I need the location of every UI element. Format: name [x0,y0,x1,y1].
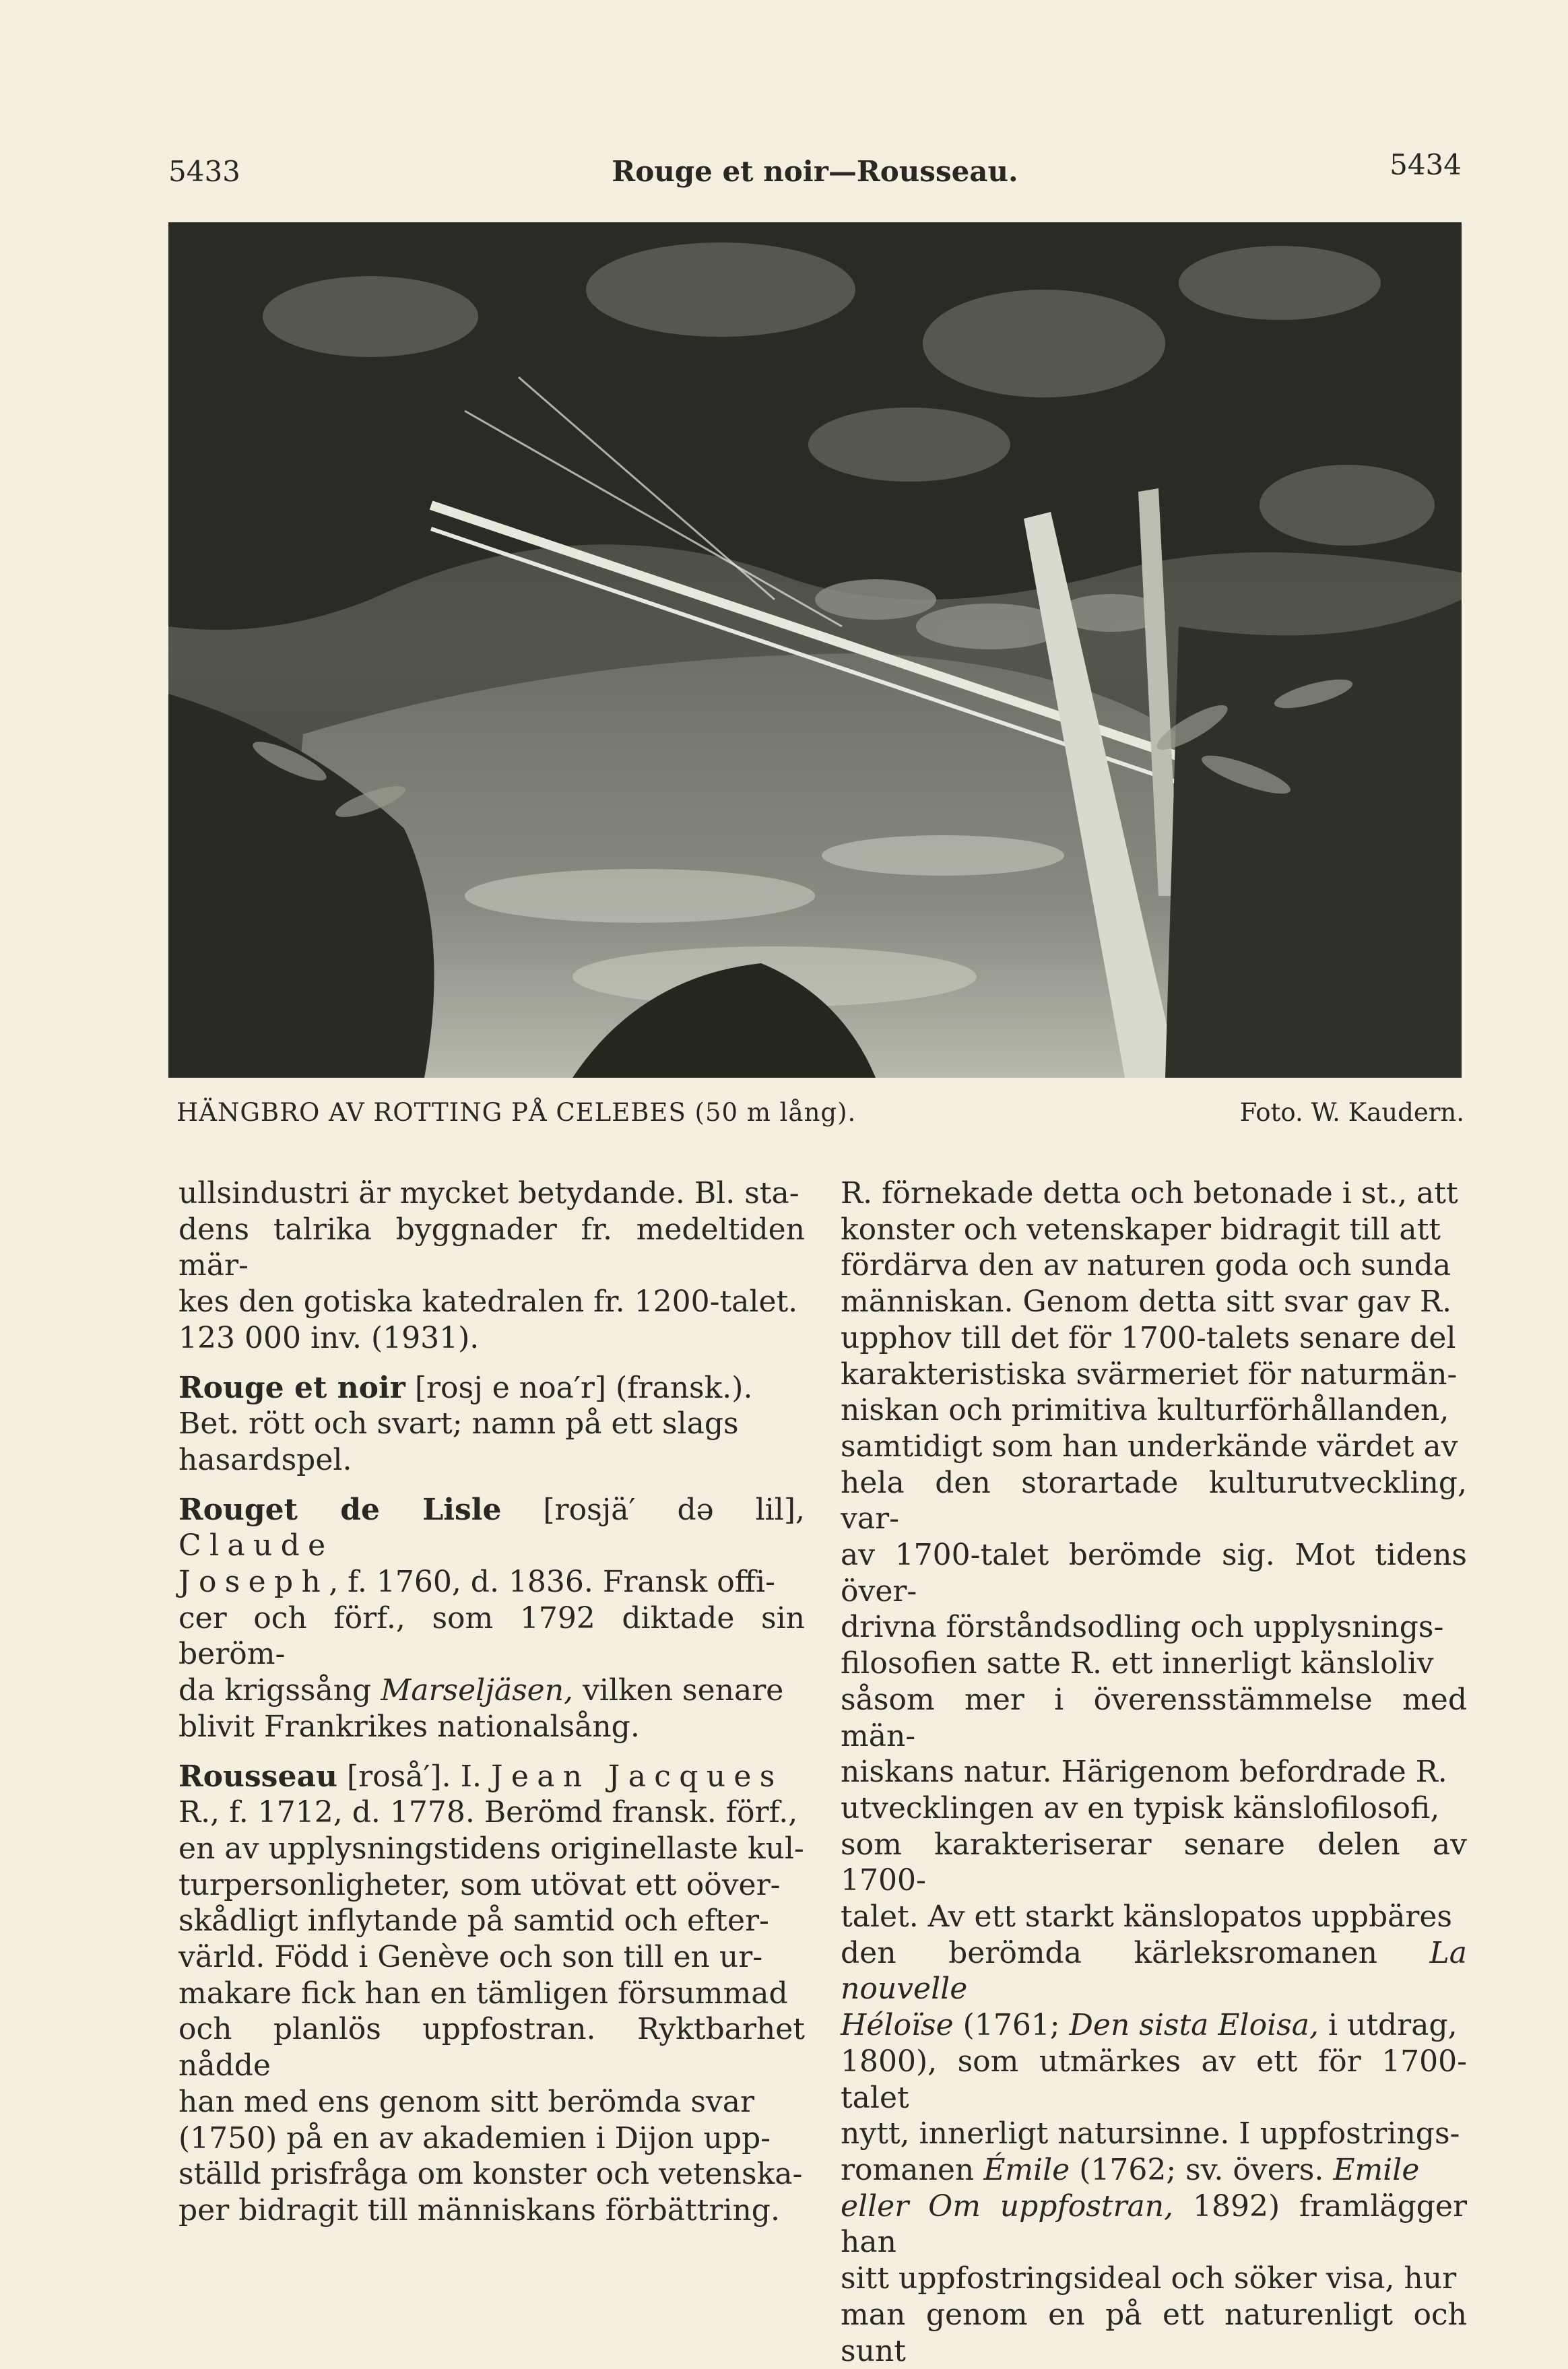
text-line: och planlös uppfostran. Ryktbarhet nådde [178,2012,805,2083]
text-line: Bet. rött och svart; namn på ett slags [178,1406,739,1441]
text-fragment: Claude [178,1528,334,1563]
text-line: turpersonligheter, som utövat ett oöver- [178,1867,781,1902]
photo-caption-row [176,1098,1464,1132]
text-line: hela den storartade kulturutveckling, var- [841,1465,1467,1536]
text-line: talet. Av ett starkt känslopatos uppbäres [841,1900,1452,1935]
text-line [178,1492,805,1564]
text-fragment: i utdrag, [1318,2008,1458,2043]
paragraph-continuation [178,1175,805,1357]
text-fragment: (1761; [953,2008,1070,2043]
text-fragment: da krigssång [178,1673,381,1708]
running-title: Rouge et noir—Rousseau. [612,155,1018,188]
text-line: konster och vetenskaper bidragit till att [841,1212,1441,1247]
text-line: såsom mer i överensstämmelse med män- [841,1682,1467,1753]
text-line: filosofien satte R. ett innerligt känsloliv [841,1646,1434,1681]
text-line [841,2188,1467,2261]
page-header [168,148,1462,195]
text-line: (1750) på en av akademien i Dijon upp- [178,2120,771,2155]
entry-rousseau [178,1759,805,2229]
text-line [841,1935,1467,2007]
text-line: upphov till det för 1700-talets senare del [841,1320,1456,1355]
photo-credit: Foto. W. Kaudern. [1239,1098,1464,1127]
text-fragment: Jean Jacques [490,1759,783,1794]
text-line: 1800), som utmärkes av ett för 1700-talet [841,2044,1467,2115]
left-column [178,1175,805,2229]
text-line: som karakteriserar senare delen av 1700- [841,1827,1467,1898]
entry-rouge-et-noir [178,1370,805,1479]
text-line: man genom en på ett naturenligt och sunt [841,2297,1467,2368]
text-fragment: vilken senare [573,1673,784,1708]
text-fragment: [roså′]. I. [337,1759,491,1794]
text-line [178,1673,805,1709]
text-line: R., f. 1712, d. 1778. Berömd fransk. förf., [178,1795,798,1830]
text-line: nytt, innerligt natursinne. I uppfostrings- [841,2116,1460,2151]
page-number-left: 5433 [168,155,240,188]
text-line: fördärva den av naturen goda och sunda [841,1248,1451,1283]
text-fragment: eller Om uppfostran, [841,2188,1174,2224]
text-line: dens talrika byggnader fr. medeltiden mär- [178,1212,805,1283]
text-line: R. förnekade detta och betonade i st., att [841,1176,1458,1210]
text-fragment: (1762; sv. övers. [1070,2152,1334,2187]
text-fragment: , f. 1760, d. 1836. Fransk offi- [329,1565,775,1600]
text-line [841,2152,1467,2188]
text-line: niskans natur. Härigenom befordrade R. [841,1755,1447,1790]
text-line: människan. Genom detta sitt svar gav R. [841,1285,1452,1320]
text-line: drivna förståndsodling och upplysnings- [841,1610,1444,1645]
text-line: skådligt inflytande på samtid och efter- [178,1904,769,1939]
photo-caption: HÄNGBRO AV ROTTING PÅ CELEBES (50 m lång). [176,1098,857,1127]
text-line: makare fick han en tämligen försummad [178,1976,788,2011]
text-fragment: 1892) framlägger han [841,2188,1467,2260]
text-line: samtidigt som han underkände värdet av [841,1429,1458,1464]
text-line [841,2007,1467,2044]
text-fragment: Émile [983,2152,1070,2187]
text-fragment: [rosjä′ də lil], [501,1492,805,1527]
text-fragment: Emile [1333,2152,1420,2187]
entry-headword: Rouge et noir [178,1370,405,1405]
rousseau-continuation [841,1175,1467,2369]
text-line: sitt uppfostringsideal och söker visa, hur [841,2261,1457,2296]
text-fragment: den berömda kärleksromanen [841,1935,1430,1970]
text-line: karakteristiska svärmeriet för naturmän- [841,1357,1458,1392]
text-line [178,1370,805,1406]
text-line: ullsindustri är mycket betydande. Bl. sta- [178,1176,799,1210]
right-column [841,1175,1467,2369]
suspension-bridge-photo [168,222,1462,1078]
text-line: blivit Frankrikes nationalsång. [178,1709,640,1744]
photo-illustration [168,222,1462,1078]
text-fragment: Joseph [178,1565,329,1600]
text-fragment: Den sista Eloisa, [1069,2008,1319,2043]
text-line: 123 000 inv. (1931). [178,1320,480,1355]
entry-headword: Rouget de Lisle [178,1492,502,1527]
text-line: värld. Född i Genève och son till en ur- [178,1940,763,1975]
page-number-right: 5434 [1390,148,1462,181]
entry-headword: Rousseau [178,1759,337,1794]
text-line: han med ens genom sitt berömda svar [178,2084,755,2119]
text-fragment: romanen [841,2152,984,2187]
entry-rouget-de-lisle [178,1492,805,1745]
text-line: per bidragit till människans förbättring. [178,2193,780,2228]
text-line: en av upplysningstidens originellaste kul- [178,1831,804,1866]
text-fragment: La nouvelle [841,1935,1467,2007]
text-line: cer och förf., som 1792 diktade sin beröm- [178,1600,805,1672]
text-line [178,1564,805,1600]
text-fragment: Marseljäsen, [381,1673,574,1708]
text-line: hasardspel. [178,1442,352,1477]
text-fragment: [rosj e noa′r] (fransk.). [405,1370,753,1405]
text-line: av 1700-talet berömde sig. Mot tidens över- [841,1538,1467,1609]
text-fragment: Héloïse [841,2008,954,2043]
text-line: ställd prisfråga om konster och vetenska- [178,2157,803,2192]
text-line: niskan och primitiva kulturförhållanden, [841,1393,1449,1428]
text-line: kes den gotiska katedralen fr. 1200-talet. [178,1285,798,1320]
text-line [178,1759,805,1795]
text-line: utvecklingen av en typisk känslofilosofi, [841,1790,1440,1825]
